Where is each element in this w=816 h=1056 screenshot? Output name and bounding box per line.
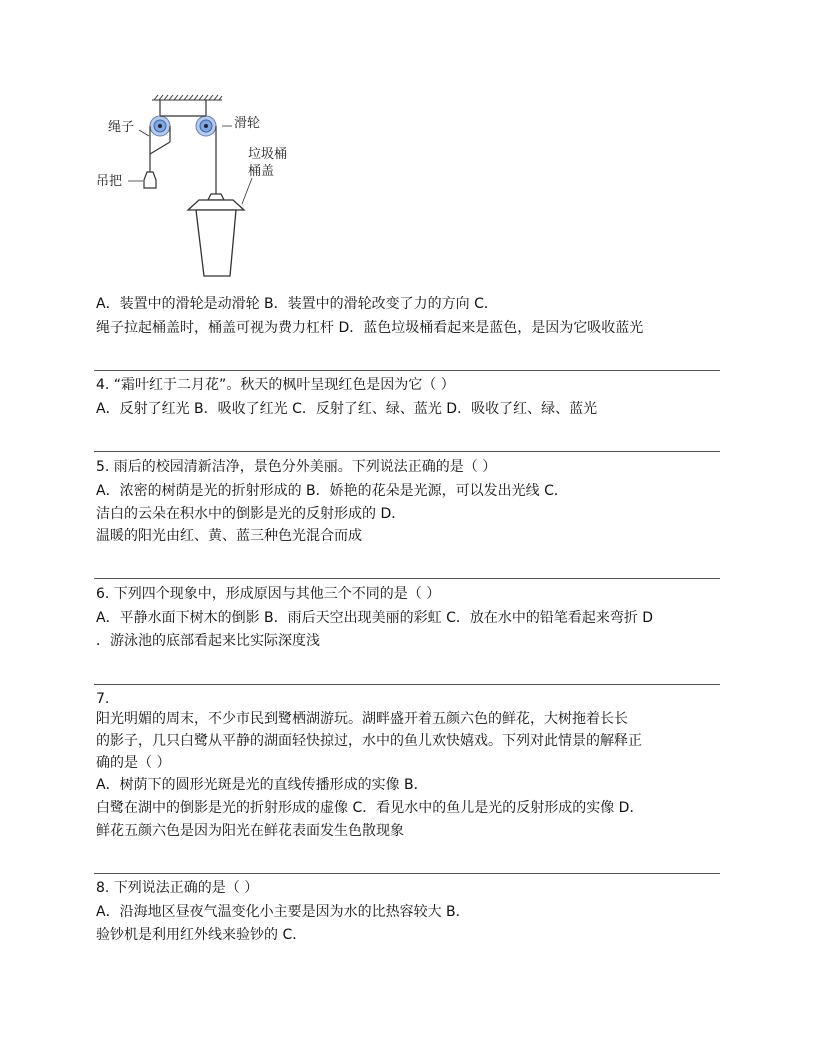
q7-line-6: 鲜花五颜六色是因为阳光在鲜花表面发生色散现象: [96, 823, 404, 839]
q5-line-2: 洁白的云朵在积水中的倒影是光的反射形成的 D．: [96, 506, 406, 522]
q7-line-3: 确的是（ ）: [96, 755, 171, 771]
ceiling: [152, 95, 222, 100]
q6-line-1: A．平静水面下树木的倒影 B．雨后天空出现美丽的彩虹 C．放在水中的铅笔看起来弯折 D: [96, 610, 654, 626]
label-pulley: 滑轮: [234, 116, 261, 131]
q7-line-1: 阳光明媚的周末，不少市民到鹭栖湖游玩。湖畔盛开着五颜六色的鲜花，大树拖着长长: [96, 711, 628, 727]
q4-options: A．反射了红光 B．吸收了红光 C．反射了红、绿、蓝光 D．吸收了红、绿、蓝光: [96, 401, 598, 417]
pulley-diagram: [92, 92, 322, 282]
q3-options-line-2: 绳子拉起桶盖时，桶盖可视为费力杠杆 D．蓝色垃圾桶看起来是蓝色，是因为它吸收蓝光: [96, 320, 644, 336]
label-rope: 绳子: [108, 120, 135, 135]
divider: [94, 873, 720, 874]
divider: [94, 451, 720, 452]
q5-line-1: A．浓密的树荫是光的折射形成的 B．娇艳的花朵是光源，可以发出光线 C．: [96, 483, 568, 499]
q3-options-line-1: A．装置中的滑轮是动滑轮 B．装置中的滑轮改变了力的方向 C．: [96, 296, 498, 312]
q6-stem: 6. 下列四个现象中，形成原因与其他三个不同的是（ ）: [96, 586, 441, 602]
trash-bin: [188, 194, 244, 276]
divider: [94, 370, 720, 371]
q5-stem: 5. 雨后的校园清新洁净，景色分外美丽。下列说法正确的是（ ）: [96, 459, 497, 475]
q7-number: 7.: [96, 691, 110, 707]
label-handle: 吊把: [96, 174, 123, 189]
label-trash-bin: 垃圾桶: [248, 147, 288, 162]
q6-line-2: ．游泳池的底部看起来比实际深度浅: [96, 633, 320, 649]
q7-line-5: 白鹭在湖中的倒影是光的折射形成的虚像 C．看见水中的鱼儿是光的反射形成的实像 D．: [96, 800, 644, 816]
handle: [144, 172, 156, 188]
q4-stem: 4. “霜叶红于二月花”。秋天的枫叶呈现红色是因为它（ ）: [96, 377, 455, 393]
divider: [94, 684, 720, 685]
q7-line-4: A．树荫下的圆形光斑是光的直线传播形成的实像 B．: [96, 777, 428, 793]
q7-line-2: 的影子，几只白鹭从平静的湖面轻快掠过，水中的鱼儿欢快嬉戏。下列对此情景的解释正: [96, 733, 642, 749]
q8-stem: 8. 下列说法正确的是（ ）: [96, 880, 259, 896]
right-pulley: [196, 116, 216, 136]
q5-line-3: 温暖的阳光由红、黄、蓝三种色光混合而成: [96, 528, 362, 544]
left-pulley: [150, 116, 170, 136]
label-lid: 桶盖: [248, 164, 275, 179]
q8-line-1: A．沿海地区昼夜气温变化小主要是因为水的比热容较大 B．: [96, 904, 470, 920]
q8-line-2: 验钞机是利用红外线来验钞的 C．: [96, 927, 307, 943]
divider: [94, 578, 720, 579]
